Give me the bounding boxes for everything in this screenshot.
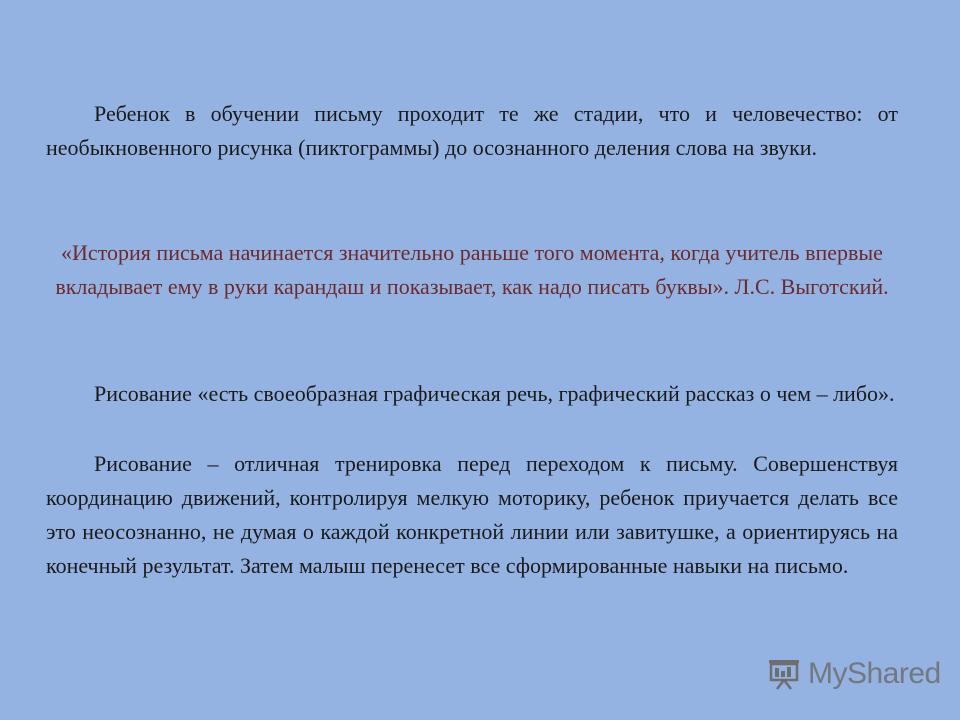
paragraph-drawing-speech-text: Рисование «есть своеобразная графическая речь, графический рассказ о чем – либо».	[94, 381, 895, 406]
myshared-logo[interactable]	[766, 654, 941, 694]
logo-wordmark: MyShared	[808, 657, 941, 690]
presentation-board-icon	[766, 656, 802, 692]
paragraph-drawing-training	[46, 447, 898, 583]
paragraph-drawing-training-text: Рисование – отличная тренировка перед переходом к письму. Совершенствуя координацию движений, контролируя мелкую моторику, ребенок приучается делать все это неосознанно, не думая о каждой конкретной линии или завитушке, а ориентируясь на конечный результат. Затем малыш перенесет все сформированные навыки на письмо.	[46, 451, 898, 578]
vygotsky-quote: «История письма начинается значительно раньше того момента, когда учитель впервые вкладывает ему в руки карандаш и показывает, как надо писать буквы». Л.С. Выготский.	[55, 240, 889, 299]
paragraph-intro	[46, 97, 898, 165]
paragraph-drawing-speech	[46, 377, 898, 411]
paragraph-intro-text: Ребенок в обучении письму проходит те же стадии, что и человечество: от необыкновенного рисунка (пиктограммы) до осознанного деления слова на звуки.	[46, 101, 898, 160]
